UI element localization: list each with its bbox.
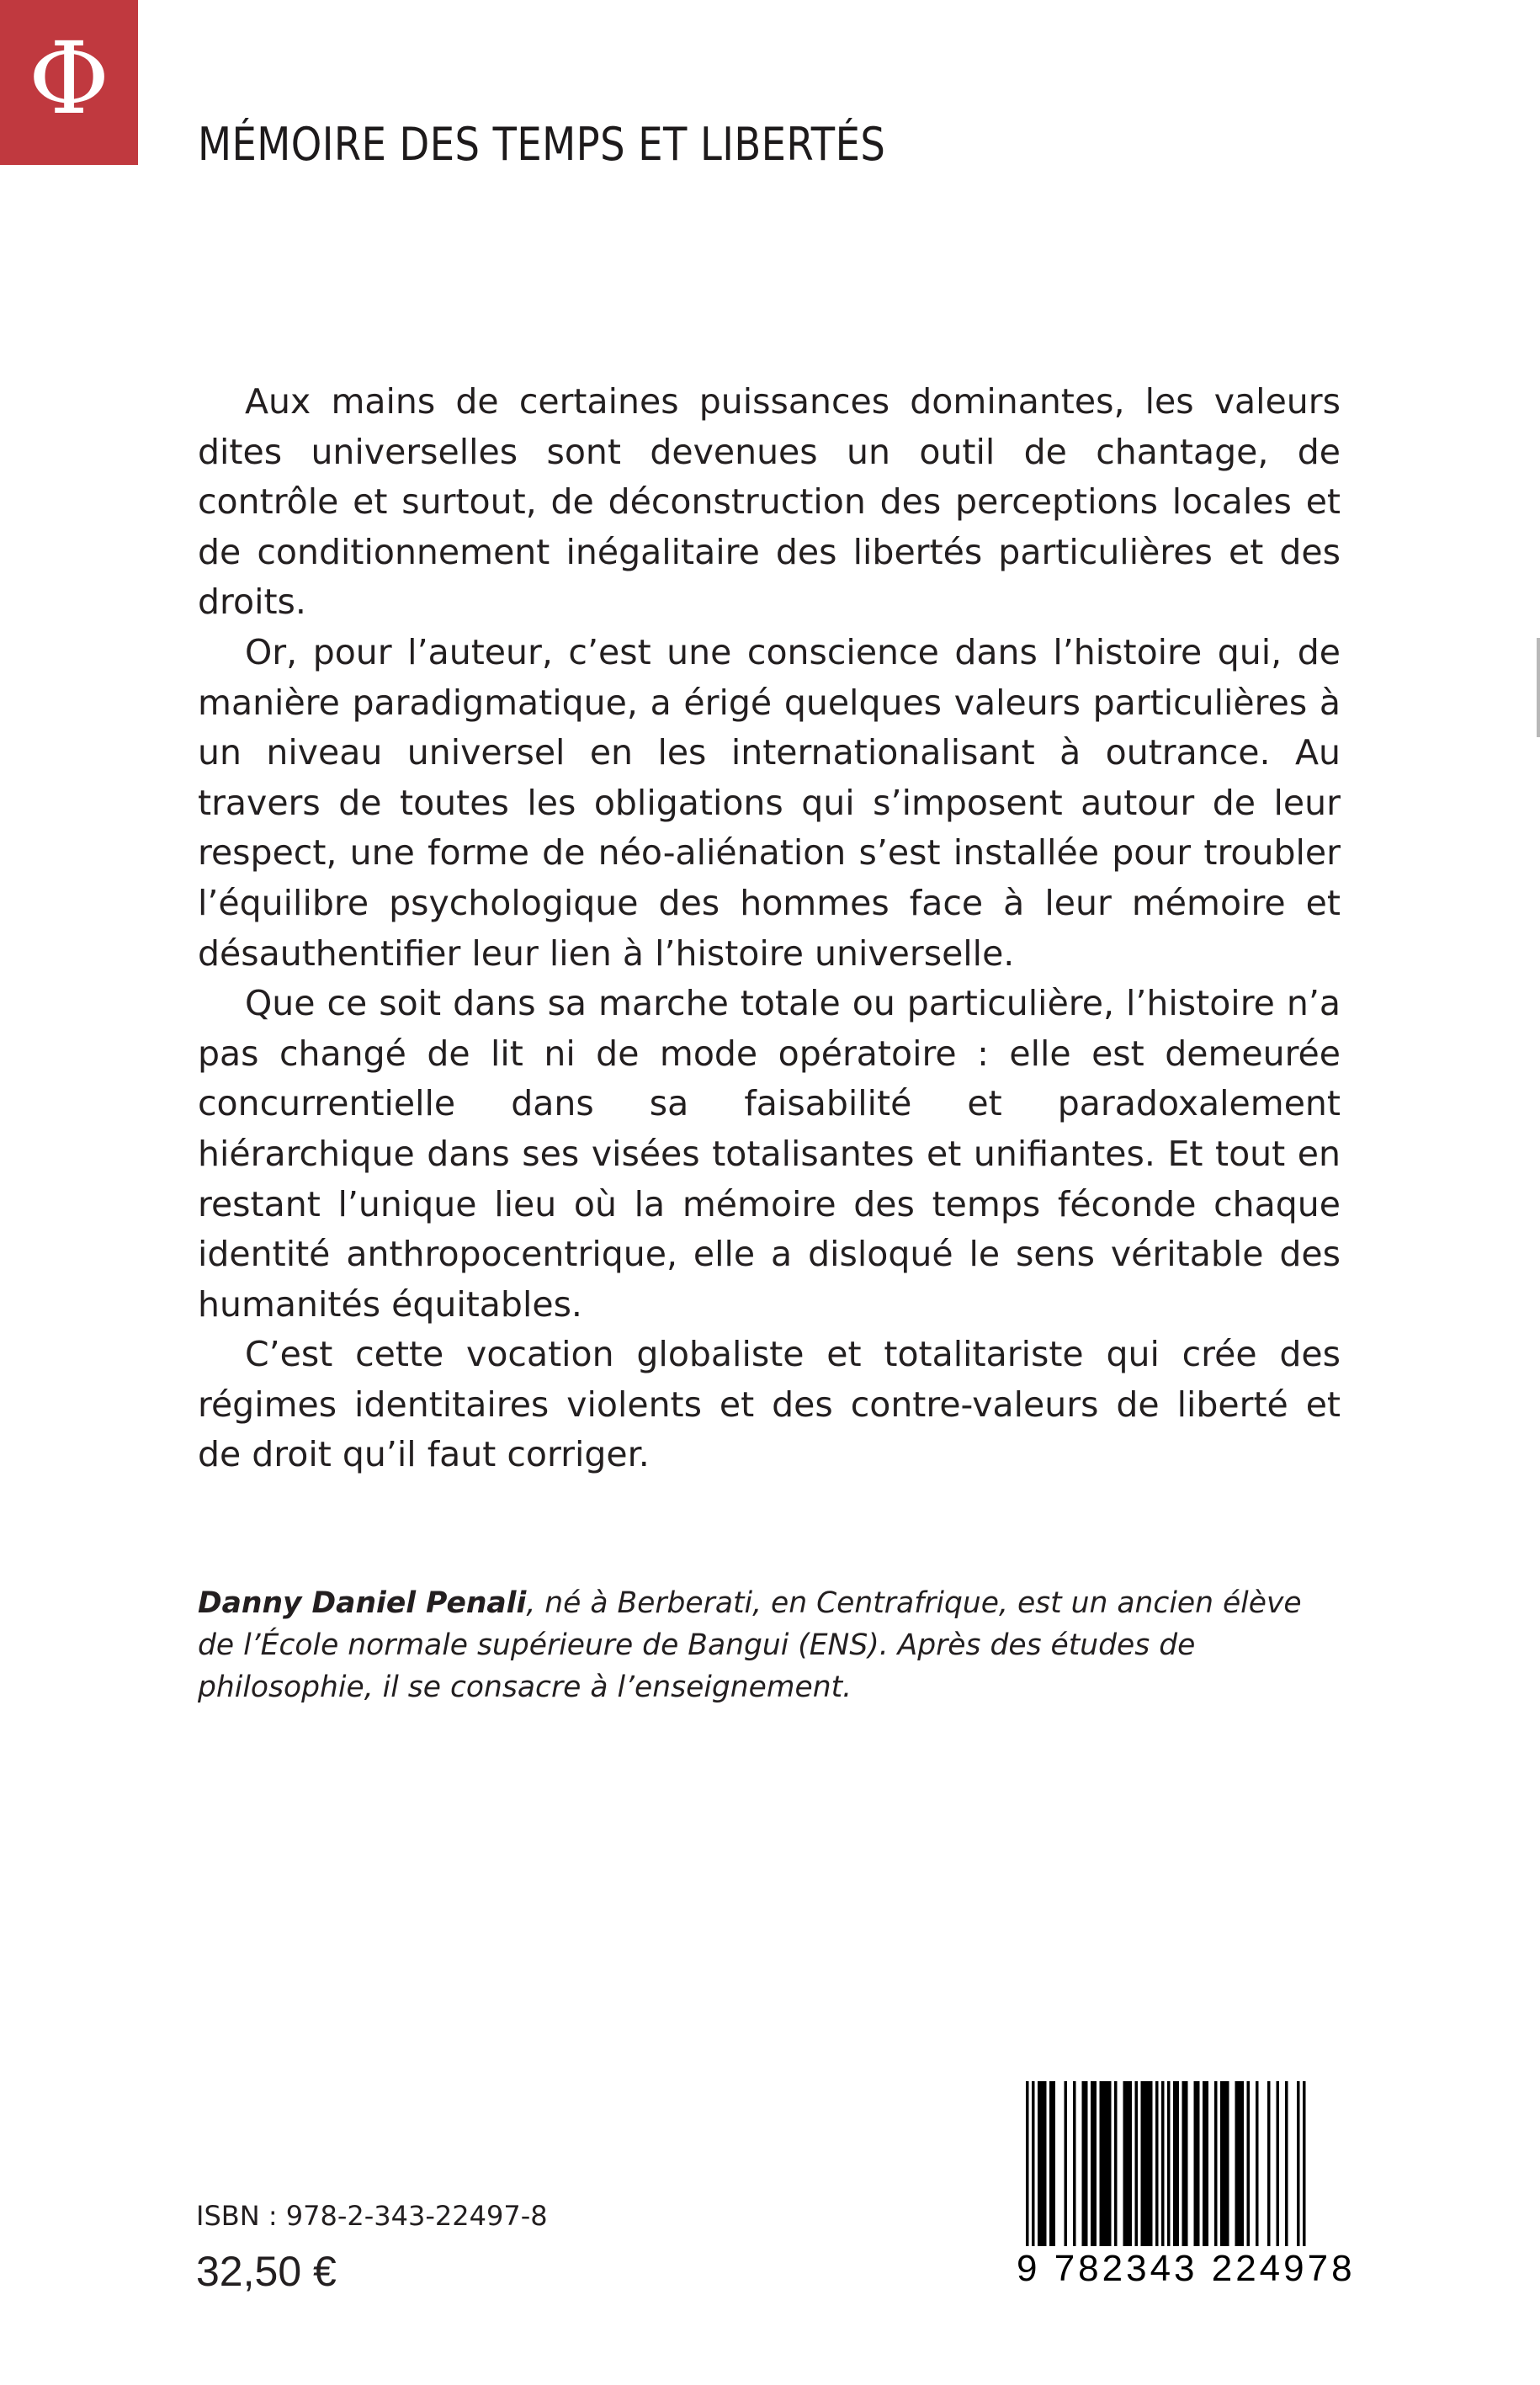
barcode-bar xyxy=(1155,2081,1159,2250)
barcode-bar xyxy=(1094,2081,1097,2250)
barcode-bar xyxy=(1303,2081,1306,2268)
publisher-logo xyxy=(0,0,138,165)
barcode-bar xyxy=(1238,2081,1241,2250)
blurb-paragraph: Aux mains de certaines puissances dominantes, les valeurs dites universelles sont devenues un outil de chantage, de contrôle et surtout, de déconstruction des perceptions locales et de conditionnement inégalitaire des libertés particulières et des droits. xyxy=(198,381,1341,623)
barcode-bar xyxy=(1144,2081,1147,2250)
blurb-paragraph: C’est cette vocation globaliste et totalitariste qui crée des régimes identitaires violents et des contre-valeurs de liberté et de droit qu’il faut corriger. xyxy=(198,1334,1341,1475)
blurb-paragraph: Or, pour l’auteur, c’est une conscience dans l’histoire qui, de manière paradigmatique, a érigé quelques valeurs particulières à un niveau universel en les internationalisant à outrance. Au travers de toutes les obligations qui s’imposent autour de leur respect, une forme de néo-aliénation s’est installée pour troubler l’équilibre psychologique des hommes face à leur mémoire et désauthentifier leur lien à l’histoire universelle. xyxy=(198,631,1341,974)
barcode-bar xyxy=(1026,2081,1029,2268)
barcode-bar xyxy=(1182,2081,1186,2250)
barcode-bar xyxy=(1277,2081,1280,2250)
barcode-digits: 9 782343 224978 xyxy=(1017,2246,1338,2292)
barcode-bar xyxy=(1226,2081,1229,2250)
barcode-bar xyxy=(1082,2081,1086,2250)
barcode-bar xyxy=(1032,2081,1035,2268)
barcode-bar xyxy=(1235,2081,1239,2250)
barcode-bar xyxy=(1194,2081,1197,2250)
back-cover-blurb xyxy=(198,377,1341,1480)
barcode-bar xyxy=(1285,2081,1288,2250)
barcode-bar xyxy=(1297,2081,1300,2268)
barcode-bar xyxy=(1267,2081,1271,2250)
barcode-bar xyxy=(1247,2081,1251,2250)
author-bio xyxy=(198,1582,1342,1708)
barcode-bar xyxy=(1085,2081,1088,2250)
page-edge-mark xyxy=(1537,638,1540,737)
barcode-bar xyxy=(1108,2081,1112,2250)
barcode-bar xyxy=(1100,2081,1103,2250)
barcode-bar xyxy=(1256,2081,1259,2250)
barcode-bar xyxy=(1114,2081,1118,2250)
barcode-bar xyxy=(1141,2081,1144,2250)
author-bio-text: , né à Berberati, en Centrafrique, est un ancien élève de l’École normale supérieure de Bangui (ENS). Après des études de philosophie, il se consacre à l’enseignement. xyxy=(198,1586,1302,1704)
price: 32,50 € xyxy=(196,2248,337,2295)
barcode-bar xyxy=(1043,2081,1047,2250)
barcode-bar xyxy=(1106,2081,1109,2250)
barcode-bar xyxy=(1241,2081,1245,2250)
barcode-bar xyxy=(1173,2081,1176,2250)
barcode-bar xyxy=(1176,2081,1180,2250)
barcode-bar xyxy=(1126,2081,1129,2250)
isbn: ISBN : 978-2-343-22497-8 xyxy=(196,2200,548,2232)
blurb-paragraph: Que ce soit dans sa marche totale ou particulière, l’histoire n’a pas changé de lit ni de mode opératoire : elle est demeurée concurrentielle dans sa faisabilité et paradoxalement hiérarchique dans ses visées totalisantes et unifiantes. Et tout en restant l’unique lieu où la mémoire des temps féconde chaque identité anthropocentrique, elle a disloqué le sens véritable des humanités équitables. xyxy=(198,983,1341,1325)
barcode xyxy=(1017,2081,1356,2293)
barcode-bar xyxy=(1135,2081,1139,2250)
phi-icon: Φ xyxy=(28,20,110,136)
barcode-bar xyxy=(1185,2081,1188,2250)
barcode-bar xyxy=(1167,2081,1171,2268)
author-name: Danny Daniel Penali xyxy=(198,1586,527,1620)
series-title: MÉMOIRE DES TEMPS ET LIBERTÉS xyxy=(198,118,886,171)
barcode-bar xyxy=(1129,2081,1133,2250)
barcode-bar xyxy=(1203,2081,1206,2250)
barcode-bar xyxy=(1161,2081,1165,2268)
barcode-bar xyxy=(1150,2081,1153,2250)
barcode-bar xyxy=(1220,2081,1224,2250)
barcode-bar xyxy=(1053,2081,1056,2250)
barcode-bar xyxy=(1038,2081,1041,2250)
barcode-bar xyxy=(1041,2081,1044,2250)
barcode-bar xyxy=(1214,2081,1218,2250)
barcode-bar xyxy=(1123,2081,1127,2250)
barcode-bar xyxy=(1206,2081,1209,2250)
barcode-bar xyxy=(1049,2081,1053,2250)
barcode-bar xyxy=(1147,2081,1150,2250)
barcode-bar xyxy=(1102,2081,1106,2250)
barcode-bar xyxy=(1091,2081,1094,2250)
barcode-bar xyxy=(1197,2081,1200,2250)
barcode-bar xyxy=(1073,2081,1076,2250)
barcode-bar xyxy=(1065,2081,1068,2250)
barcode-bar xyxy=(1224,2081,1227,2250)
